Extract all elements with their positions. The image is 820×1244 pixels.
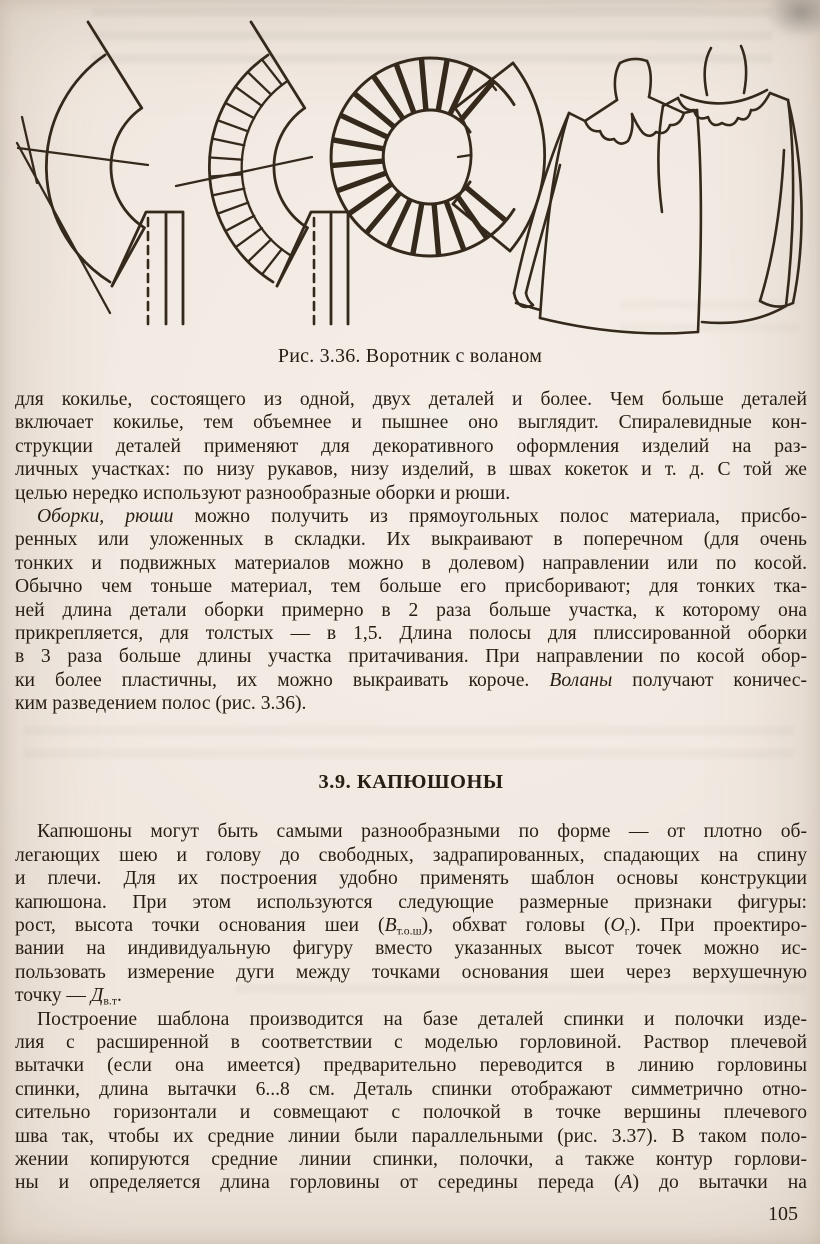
- figure-caption: Рис. 3.36. Воротник с воланом: [277, 345, 543, 367]
- text-line: включает кокилье, тем объемнее и пышнее оно выглядит. Спиралевидные кон-: [15, 412, 807, 434]
- paragraph: [15, 388, 807, 505]
- text-line: целью нередко используют разнообразные оборки и рюши.: [15, 482, 511, 504]
- text-line: Капюшоны могут быть самыми разнообразными по форме — от плотно об-: [37, 821, 807, 843]
- slashed-collar-pattern-icon: [176, 22, 348, 324]
- text-line: тонких и подвижных материалов можно в долевом) направлении или по косой.: [15, 552, 807, 574]
- text-line: спинки, длина вытачки 6...8 см. Деталь спинки отображают симметрично отно-: [15, 1078, 807, 1100]
- text-line: вании на индивидуальную фигуру вместо указанных высот точек можно ис-: [15, 938, 807, 960]
- text-line: сительно горизонтали и совмещают с полочкой в точке вершины плечевого: [15, 1102, 807, 1124]
- text-line: легающих шею и голову до свободных, задрапированных, спадающих на спину: [15, 844, 807, 866]
- text-line: шва так, чтобы их средние линии были параллельными (рис. 3.37). В таком поло-: [15, 1125, 807, 1147]
- page-number: 105: [768, 1203, 798, 1225]
- paragraph: [15, 820, 807, 1007]
- text-line: личных участках: по низу рукавов, низу изделий, в швах кокеток и т. д. С той же: [15, 459, 807, 481]
- text-line: точку — $Д_{в.т}$.: [15, 985, 122, 1008]
- text-line: Построение шаблона производится на базе деталей спинки и полочки изде-: [37, 1008, 807, 1030]
- text-line: для кокилье, состоящего из одной, двух деталей и более. Чем больше деталей: [15, 389, 807, 410]
- text-line: Оборки, рюши можно получить из прямоугольных полос материала, присбо-: [37, 505, 807, 527]
- text-line: прикрепляется, для толстых — в 1,5. Длина полосы для плиссированной оборки: [15, 622, 807, 644]
- text-line: ны и определяется длина горловины от середины переда (А) до вытачки на: [15, 1172, 807, 1194]
- slashed-flounce-ring-icon: [331, 58, 514, 256]
- text-line: лия с расширенной в соответствии с моделью горловиной. Раствор плечевой: [15, 1031, 807, 1053]
- text-line: ким разведением полос (рис. 3.36).: [15, 693, 307, 715]
- text-line: ней длина детали оборки примерно в 2 раза больше участка, к которому она: [15, 599, 807, 621]
- text-line: капюшона. При этом используются следующие размерные признаки фигуры:: [15, 891, 807, 913]
- text-line: ренных или уложенных в складки. Их выкраивают в поперечном (для очень: [15, 529, 807, 551]
- section-heading: 3.9. КАПЮШОНЫ: [318, 771, 504, 794]
- blouse-with-flounce-collar-right-icon: [658, 46, 801, 323]
- body-text: [15, 388, 807, 1195]
- text-line: в 3 раза больше длины участка притачивания. При направлении по косой обор-: [15, 646, 807, 668]
- paragraph: [15, 1008, 807, 1195]
- text-line: Обычно чем тоньше материал, тем больше его присборивают; для тонких тка-: [15, 576, 807, 598]
- text-line: вытачки (если она имеется) предварительно переводится в линию горловины: [15, 1055, 807, 1077]
- text-line: рост, высота точки основания шеи $(В_{т.о.ш})$, обхват головы $(О_г)$. При проектиро-: [15, 915, 807, 938]
- text-line: пользовать измерение дуги между точками основания шеи через верхушечную: [15, 961, 807, 983]
- text-line: ки более пластичны, их можно выкраивать короче. Воланы получают коничес-: [15, 669, 807, 691]
- conical-collar-pattern-icon: [17, 22, 183, 324]
- text-line: жении копируются средние линии спинки, полочки, а также контур горлови-: [15, 1148, 807, 1170]
- paragraph: [15, 505, 807, 716]
- text-line: и плечи. Для их построения удобно применять шаблон основы конструкции: [15, 868, 807, 890]
- figure-3-36: [0, 0, 820, 345]
- text-line: струкции деталей применяют для декоративного оформления изделий на раз-: [15, 435, 807, 457]
